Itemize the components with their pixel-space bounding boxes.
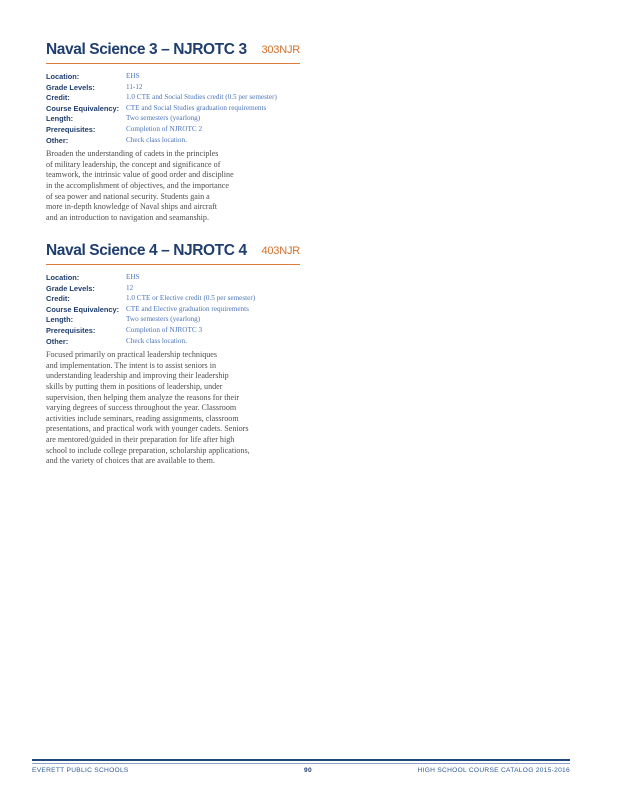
detail-row-credit: [46, 93, 277, 104]
description-line: understanding leadership and improving their leadership: [46, 371, 229, 381]
description-line: varying degrees of success throughout the year. Classroom: [46, 403, 237, 413]
detail-label: Other:: [46, 336, 69, 346]
description-line: are mentored/guided in their preparation for life after high: [46, 434, 235, 444]
detail-label: Prerequisites:: [46, 124, 96, 134]
course-title: Naval Science 4 – NJROTC 4: [46, 242, 247, 259]
detail-label: Length:: [46, 114, 74, 124]
course-code: 303NJR: [261, 44, 300, 56]
description-line: supervision, then helping them analyze the reasons for their: [46, 392, 240, 402]
description-line: in the accomplishment of objectives, and the importance: [46, 180, 229, 190]
detail-row-location: [46, 273, 255, 284]
detail-value: 12: [126, 283, 134, 292]
detail-label: Course Equivalency:: [46, 103, 120, 113]
course-naval-science-4: [46, 242, 300, 467]
course-details: [46, 72, 277, 146]
detail-label: Other:: [46, 135, 69, 145]
course-details: [46, 273, 255, 347]
description-line: presentations, and practical work with younger cadets. Seniors: [46, 424, 249, 434]
course-header: [46, 41, 300, 63]
description-line: and an introduction to navigation and seamanship.: [46, 212, 209, 222]
description-line: and the variety of choices that are available to them.: [46, 456, 215, 466]
detail-label: Prerequisites:: [46, 325, 96, 335]
description-line: Broaden the understanding of cadets in the principles: [46, 149, 219, 159]
description-line: skills by putting them in positions of leadership, under: [46, 381, 223, 391]
description-line: activities include seminars, reading assignments, classroom: [46, 413, 239, 423]
course-description: [46, 350, 300, 467]
detail-label: Length:: [46, 315, 74, 325]
detail-row-length: [46, 114, 277, 125]
detail-row-course-equivalency: [46, 305, 255, 316]
detail-row-credit: [46, 294, 255, 305]
detail-value: CTE and Social Studies graduation requirements: [126, 103, 267, 112]
detail-row-grade-levels: [46, 284, 255, 295]
detail-value: 1.0 CTE or Elective credit (0.5 per semester): [126, 294, 256, 303]
detail-label: Grade Levels:: [46, 82, 95, 92]
footer-rule-thin: [32, 763, 570, 764]
title-divider: [46, 264, 300, 265]
detail-value: 11-12: [126, 82, 143, 91]
detail-value: Completion of NJROTC 3: [126, 325, 203, 334]
course-naval-science-3: [46, 41, 300, 223]
course-title: Naval Science 3 – NJROTC 3: [46, 41, 247, 58]
title-divider: [46, 63, 300, 64]
detail-value: EHS: [126, 273, 140, 281]
description-line: of sea power and national security. Students gain a: [46, 191, 210, 201]
detail-value: 1.0 CTE and Social Studies credit (0.5 per semester): [126, 93, 277, 102]
description-line: more in-depth knowledge of Naval ships and aircraft: [46, 202, 218, 212]
footer-organization: EVERETT PUBLIC SCHOOLS: [32, 767, 129, 774]
description-line: school to include college preparation, scholarship applications,: [46, 445, 250, 455]
description-line: of military leadership, the concept and significance of: [46, 159, 221, 169]
detail-row-course-equivalency: [46, 104, 277, 115]
detail-row-length: [46, 315, 255, 326]
detail-value: CTE and Elective graduation requirements: [126, 304, 249, 313]
footer-rule: [32, 759, 570, 761]
course-description: [46, 149, 300, 223]
description-line: teamwork, the intrinsic value of good order and discipline: [46, 170, 234, 180]
detail-row-location: [46, 72, 277, 83]
detail-value: EHS: [126, 72, 140, 80]
description-line: and implementation. The intent is to assist seniors in: [46, 360, 217, 370]
detail-row-other: [46, 337, 255, 348]
detail-label: Grade Levels:: [46, 283, 95, 293]
detail-label: Location:: [46, 273, 80, 282]
detail-value: Two semesters (yearlong): [126, 114, 201, 123]
detail-label: Course Equivalency:: [46, 304, 120, 314]
detail-value: Completion of NJROTC 2: [126, 124, 203, 133]
detail-row-prerequisites: [46, 125, 277, 136]
detail-label: Credit:: [46, 294, 70, 304]
detail-value: Check class location.: [126, 135, 187, 144]
page-number: 90: [304, 767, 312, 774]
detail-row-prerequisites: [46, 326, 255, 337]
detail-label: Credit:: [46, 93, 70, 103]
detail-value: Check class location.: [126, 336, 187, 345]
detail-row-grade-levels: [46, 83, 277, 94]
detail-label: Location:: [46, 72, 80, 81]
course-code: 403NJR: [261, 245, 300, 257]
footer-catalog-title: HIGH SCHOOL COURSE CATALOG 2015-2016: [417, 767, 570, 774]
detail-value: Two semesters (yearlong): [126, 315, 201, 324]
course-header: [46, 242, 300, 264]
detail-row-other: [46, 136, 277, 147]
description-line: Focused primarily on practical leadership techniques: [46, 350, 218, 360]
